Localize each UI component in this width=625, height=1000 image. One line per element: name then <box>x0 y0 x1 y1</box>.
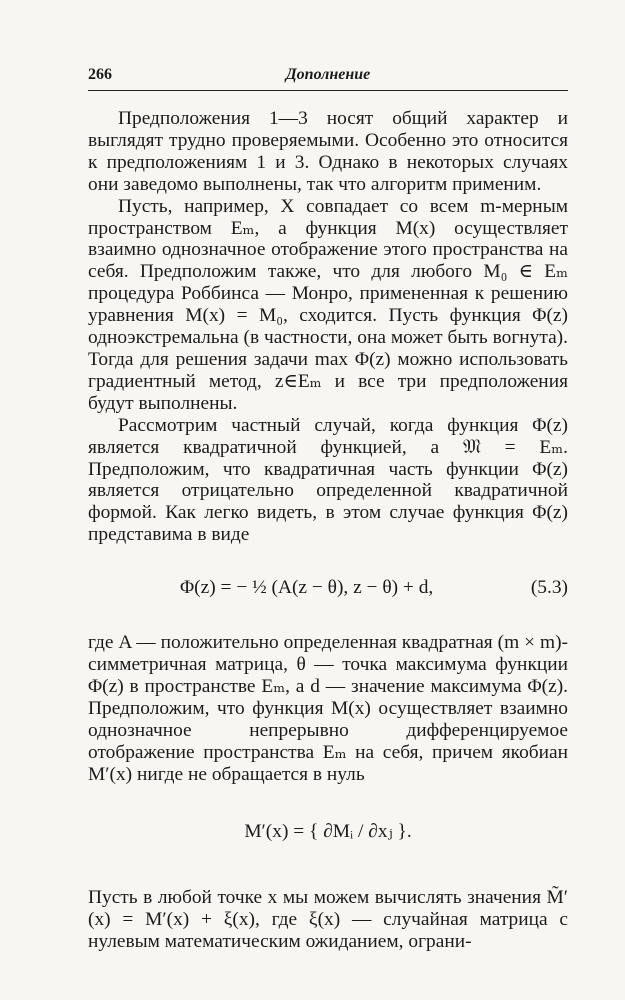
paragraph: где A — положительно определенная квадратная (m × m)-симметричная матрица, θ — точка максимума функции Φ(z) в пространстве Eₘ, а d — значение максимума Φ(z). Предположим, что функция M(x) осуществляет взаимно однозначное непрерывно дифференцируемое отображение пространства Eₘ на себя, причем якобиан M′(x) нигде не обращается в нуль <box>88 632 568 785</box>
display-formula <box>88 568 568 608</box>
equation-number: (5.3) <box>530 577 568 599</box>
page-number: 266 <box>88 66 112 83</box>
paragraph: Пусть, например, X совпадает со всем m-мерным пространством Eₘ, а функция M(x) осуществляет взаимно однозначное отображение этого пространства на себя. Предположим также, что для любого M₀ ∈ Eₘ процедура Роббинса — Монро, примененная к решению уравнения M(x) = M₀, сходится. Пусть функция Φ(z) одноэкстремальна (в частности, она может быть вогнута). Тогда для решения задачи max Φ(z) можно использовать градиентный метод, z∈Eₘ и все три предположения будут выполнены. <box>88 195 568 414</box>
running-title: Дополнение <box>285 66 371 83</box>
formula-expression: M′(x) = { ∂Mᵢ / ∂xⱼ }. <box>244 821 412 843</box>
page-header <box>88 66 568 91</box>
display-formula <box>88 803 568 861</box>
page-body <box>88 108 568 953</box>
formula-expression: Φ(z) = − ½ (A(z − θ), z − θ) + d, <box>180 577 434 599</box>
paragraph: Предположения 1—3 носят общий характер и выглядят трудно проверяемыми. Особенно это относится к предположениям 1 и 3. Однако в некоторых случаях они заведомо выполнены, так что алгоритм применим. <box>88 108 568 195</box>
paragraph: Пусть в любой точке x мы можем вычислять значения M̃′(x) = M′(x) + ξ(x), где ξ(x) — случайная матрица с нулевым математическим ожиданием, ограни- <box>88 887 568 953</box>
paragraph: Рассмотрим частный случай, когда функция Φ(z) является квадратичной функцией, а 𝔐 = Eₘ. Предположим, что квадратичная часть функции Φ(z) является отрицательно определенной квадратичной формой. Как легко видеть, в этом случае функция Φ(z) представима в виде <box>88 414 568 546</box>
